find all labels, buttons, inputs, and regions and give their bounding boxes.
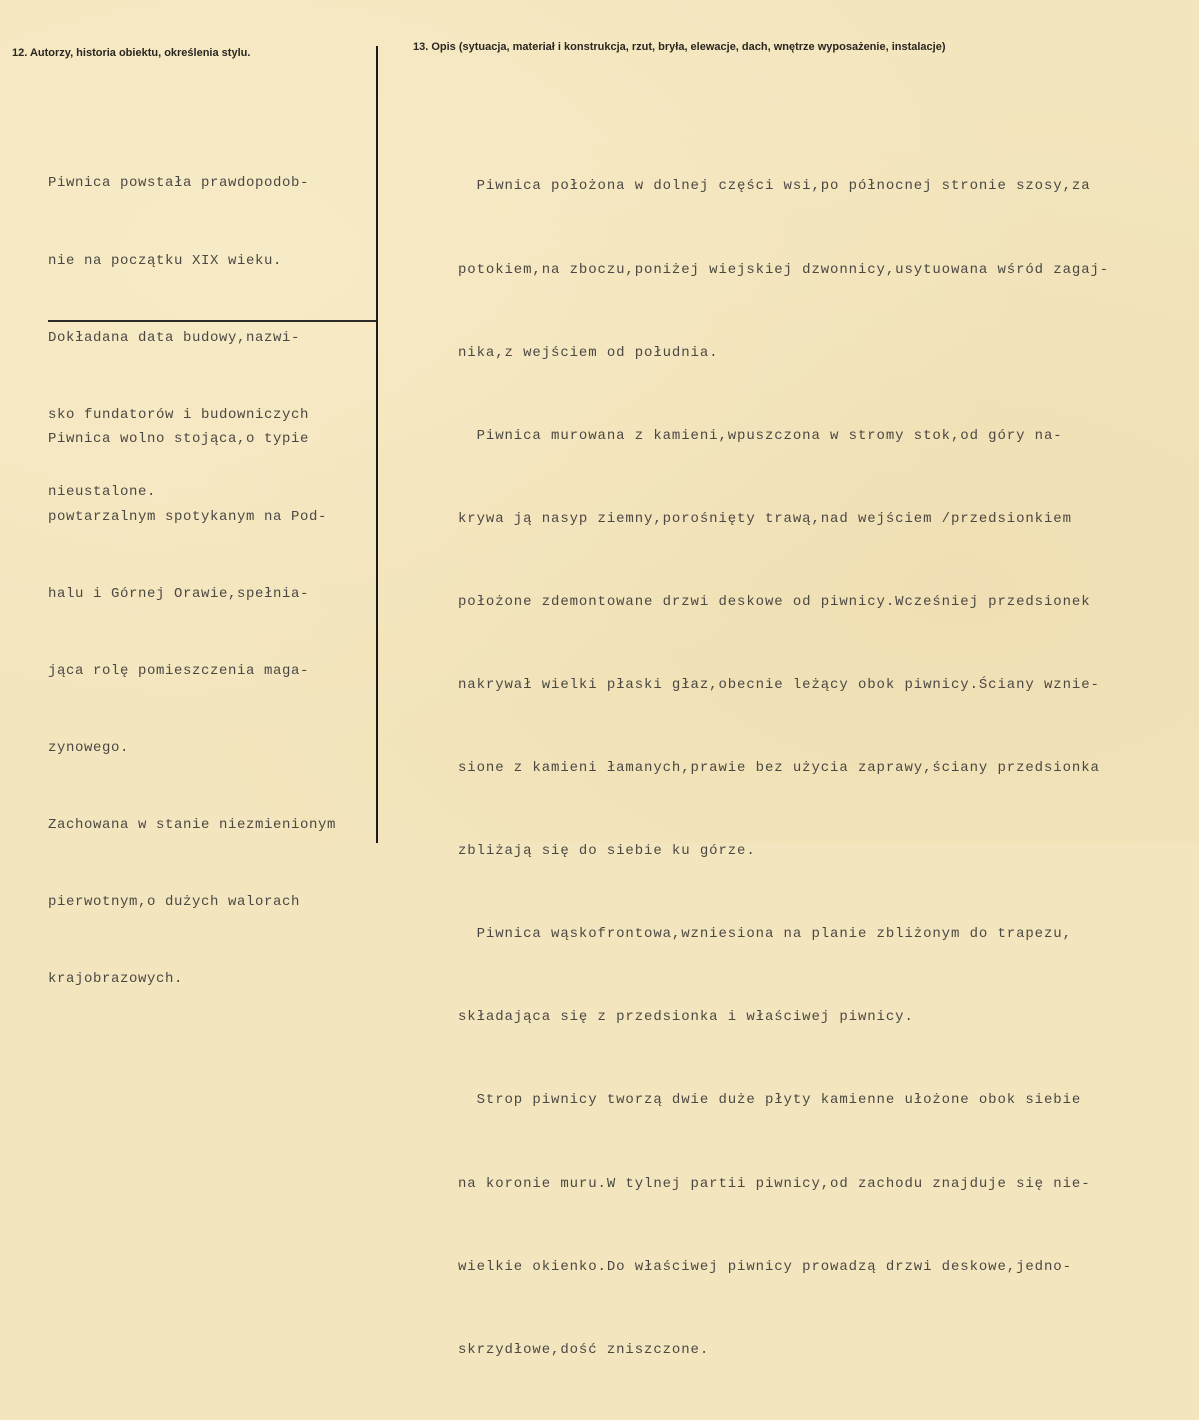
text-line: Piwnica murowana z kamieni,wpuszczona w stromy stok,od góry na-: [458, 427, 1063, 444]
text-line: powtarzalnym spotykanym na Pod-: [48, 508, 328, 525]
text-line: nieustalone.: [48, 483, 157, 500]
text-line: krywa ją nasyp ziemny,porośnięty trawą,nad wejściem /przedsionkiem: [458, 510, 1072, 527]
text-line: położone zdemontowane drzwi deskowe od piwnicy.Wcześniej przedsionek: [458, 593, 1091, 610]
text-line: wielkie okienko.Do właściwej piwnicy prowadzą drzwi deskowe,jedno-: [458, 1258, 1072, 1275]
text-line: krajobrazowych.: [48, 971, 184, 988]
text-line: Piwnica wolno stojąca,o typie: [48, 431, 310, 448]
text-line: pierwotnym,o dużych walorach: [48, 893, 301, 910]
text-line: sione z kamieni łamanych,prawie bez użycia zaprawy,ściany przedsionka: [458, 760, 1100, 777]
text-line: Piwnica wąskofrontowa,wzniesiona na planie zbliżonym do trapezu,: [458, 926, 1072, 943]
text-line: zbliżają się do siebie ku górze.: [458, 843, 756, 860]
text-line: sko fundatorów i budowniczych: [48, 406, 310, 423]
text-line: skrzydłowe,dość zniszczone.: [458, 1341, 710, 1358]
text-line: na koronie muru.W tylnej partii piwnicy,od zachodu znajduje się nie-: [458, 1175, 1091, 1192]
text-line: Piwnica położona w dolnej części wsi,po północnej stronie szosy,za: [458, 178, 1091, 195]
text-line: Zachowana w stanie niezmienionym: [48, 816, 337, 833]
section-13-heading: 13. Opis (sytuacja, materiał i konstrukcja, rzut, bryła, elewacje, dach, wnętrze wyposażenie, instalacje): [413, 41, 946, 53]
text-line: nie na początku XIX wieku.: [48, 252, 283, 269]
text-line: Dokładana data budowy,nazwi-: [48, 329, 301, 346]
text-line: Strop piwnicy tworzą dwie duże płyty kamienne ułożone obok siebie: [458, 1092, 1082, 1109]
text-line: Piwnica powstała prawdopodob-: [48, 175, 310, 192]
text-line: halu i Górnej Orawie,spełnia-: [48, 585, 310, 602]
style-text: [48, 376, 336, 1044]
column-divider: [376, 46, 378, 843]
text-line: nakrywał wielki płaski głaz,obecnie leżący obok piwnicy.Ściany wznie-: [458, 676, 1100, 693]
text-line: zynowego.: [48, 739, 130, 756]
text-line: jąca rolę pomieszczenia maga-: [48, 662, 310, 679]
text-line: potokiem,na zboczu,poniżej wiejskiej dzwonnicy,usytuowana wśród zagaj-: [458, 261, 1110, 278]
text-line: nika,z wejściem od południa.: [458, 344, 719, 361]
text-line: składająca się z przedsionka i właściwej piwnicy.: [458, 1009, 914, 1026]
description-text: [458, 118, 1109, 1420]
section-12-heading: 12. Autorzy, historia obiektu, określenia stylu.: [12, 47, 251, 59]
